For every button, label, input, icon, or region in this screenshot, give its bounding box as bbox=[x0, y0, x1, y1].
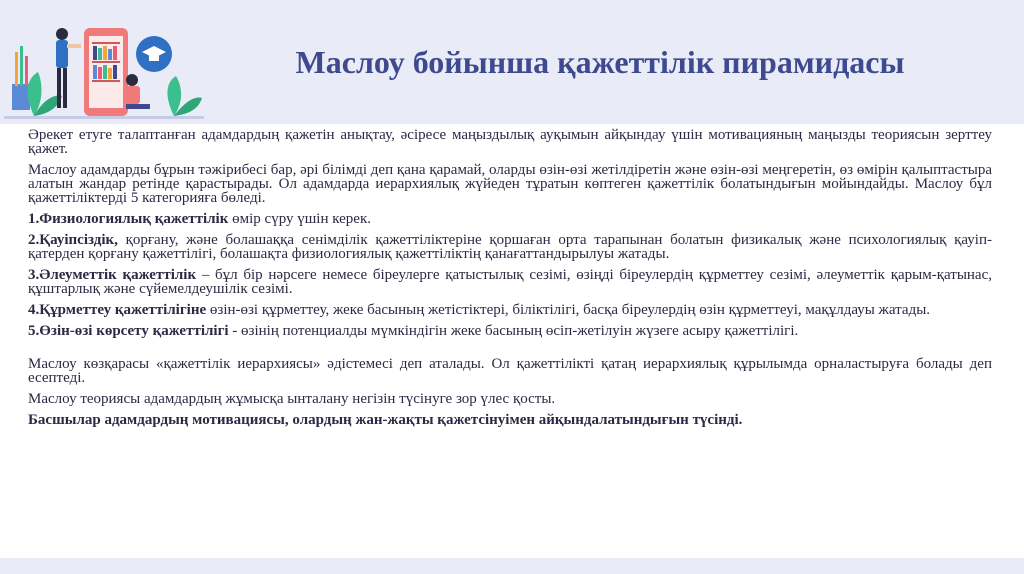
paragraph-conclusion-bold: Басшылар адамдардың мотивациясы, олардың жан-жақты қажетсінуімен айқындалатындығын түсінді. bbox=[28, 412, 743, 428]
need-item-5 bbox=[28, 324, 992, 338]
paragraph-hierarchy: Маслоу көзқарасы «қажеттілік иерархиясы» әдістемесі деп аталады. Ол қажеттілікті қатаң иерархиялық құрылымда орналастыруға болады деп есептеді. bbox=[28, 356, 992, 386]
paragraph-maslow: Маслоу адамдарды бұрын тәжірибесі бар, әрі білімді деп қана қарамай, оларды өзін-өзі жетілдіретін және өзін-өзі меңгеретін, өз өмірін қалыптастыра алатын жандар ретінде қарастырады. Ол адамдарда иерархиялық жүйеден тұратын көптеген қажеттілік болатындығын мойындайды. Маслоу бұл қажеттіліктерді 5 категорияға бөледі. bbox=[28, 162, 992, 206]
paragraph-contribution: Маслоу теориясы адамдардың жұмысқа ынталану негізін түсінуге зор үлес қосты. bbox=[28, 391, 556, 407]
need-item-5-text: - өзінің потенциалды мүмкіндігін жеке басының өсіп-жетілуін жүзеге асыру қажеттілігі. bbox=[228, 323, 799, 339]
need-item-1 bbox=[28, 212, 992, 226]
page-title: Маслоу бойынша қажеттілік пирамидасы bbox=[295, 44, 905, 80]
need-item-3 bbox=[28, 268, 992, 296]
need-item-3-text: – бұл бір нәрсеге немесе біреулерге қатыстылық сезімі, өзіңді біреулердің құрметтеу сезімі, әлеуметтік қарым-қатынас, құштарлық және сүйемелдеушілік сезімі. bbox=[28, 267, 992, 297]
need-item-4-title: 4.Құрметтеу қажеттілігіне bbox=[28, 302, 207, 318]
need-item-4 bbox=[28, 303, 992, 317]
need-item-3-title: 3.Әлеуметтік қажеттілік bbox=[28, 267, 197, 283]
body-text bbox=[28, 128, 992, 434]
need-item-1-text: өмір сүру үшін керек. bbox=[228, 211, 372, 227]
footer-band bbox=[0, 558, 1024, 574]
need-item-1-title: 1.Физиологиялық қажеттілік bbox=[28, 211, 229, 227]
paragraph-conclusion bbox=[28, 413, 992, 427]
education-illustration bbox=[4, 24, 204, 124]
paragraph-intro: Әрекет етуге талаптанған адамдардың қажетін анықтау, әсіресе маңыздылық ауқымын айқындау үшін мотивацияның маңызды теориясын зерттеу қажет. bbox=[28, 127, 992, 157]
need-item-2-title: 2.Қауіпсіздік, bbox=[28, 232, 118, 248]
need-item-2 bbox=[28, 233, 992, 261]
need-item-4-text: өзін-өзі құрметтеу, жеке басының жетістіктері, біліктілігі, басқа біреулердің өзін құрметтеуі, мақұлдауы жатады. bbox=[206, 302, 931, 318]
need-item-2-text: қорғану, және болашаққа сенімділік қажеттіліктеріне қоршаған орта тарапынан болатын физикалық және психологиялық қауіп-қатерден қорғану қажеттілігі, болашақта физиологиялық қажеттіліктің қанағаттандырылуы жатады. bbox=[28, 232, 992, 262]
need-item-5-title: 5.Өзін-өзі көрсету қажеттілігі bbox=[28, 323, 229, 339]
